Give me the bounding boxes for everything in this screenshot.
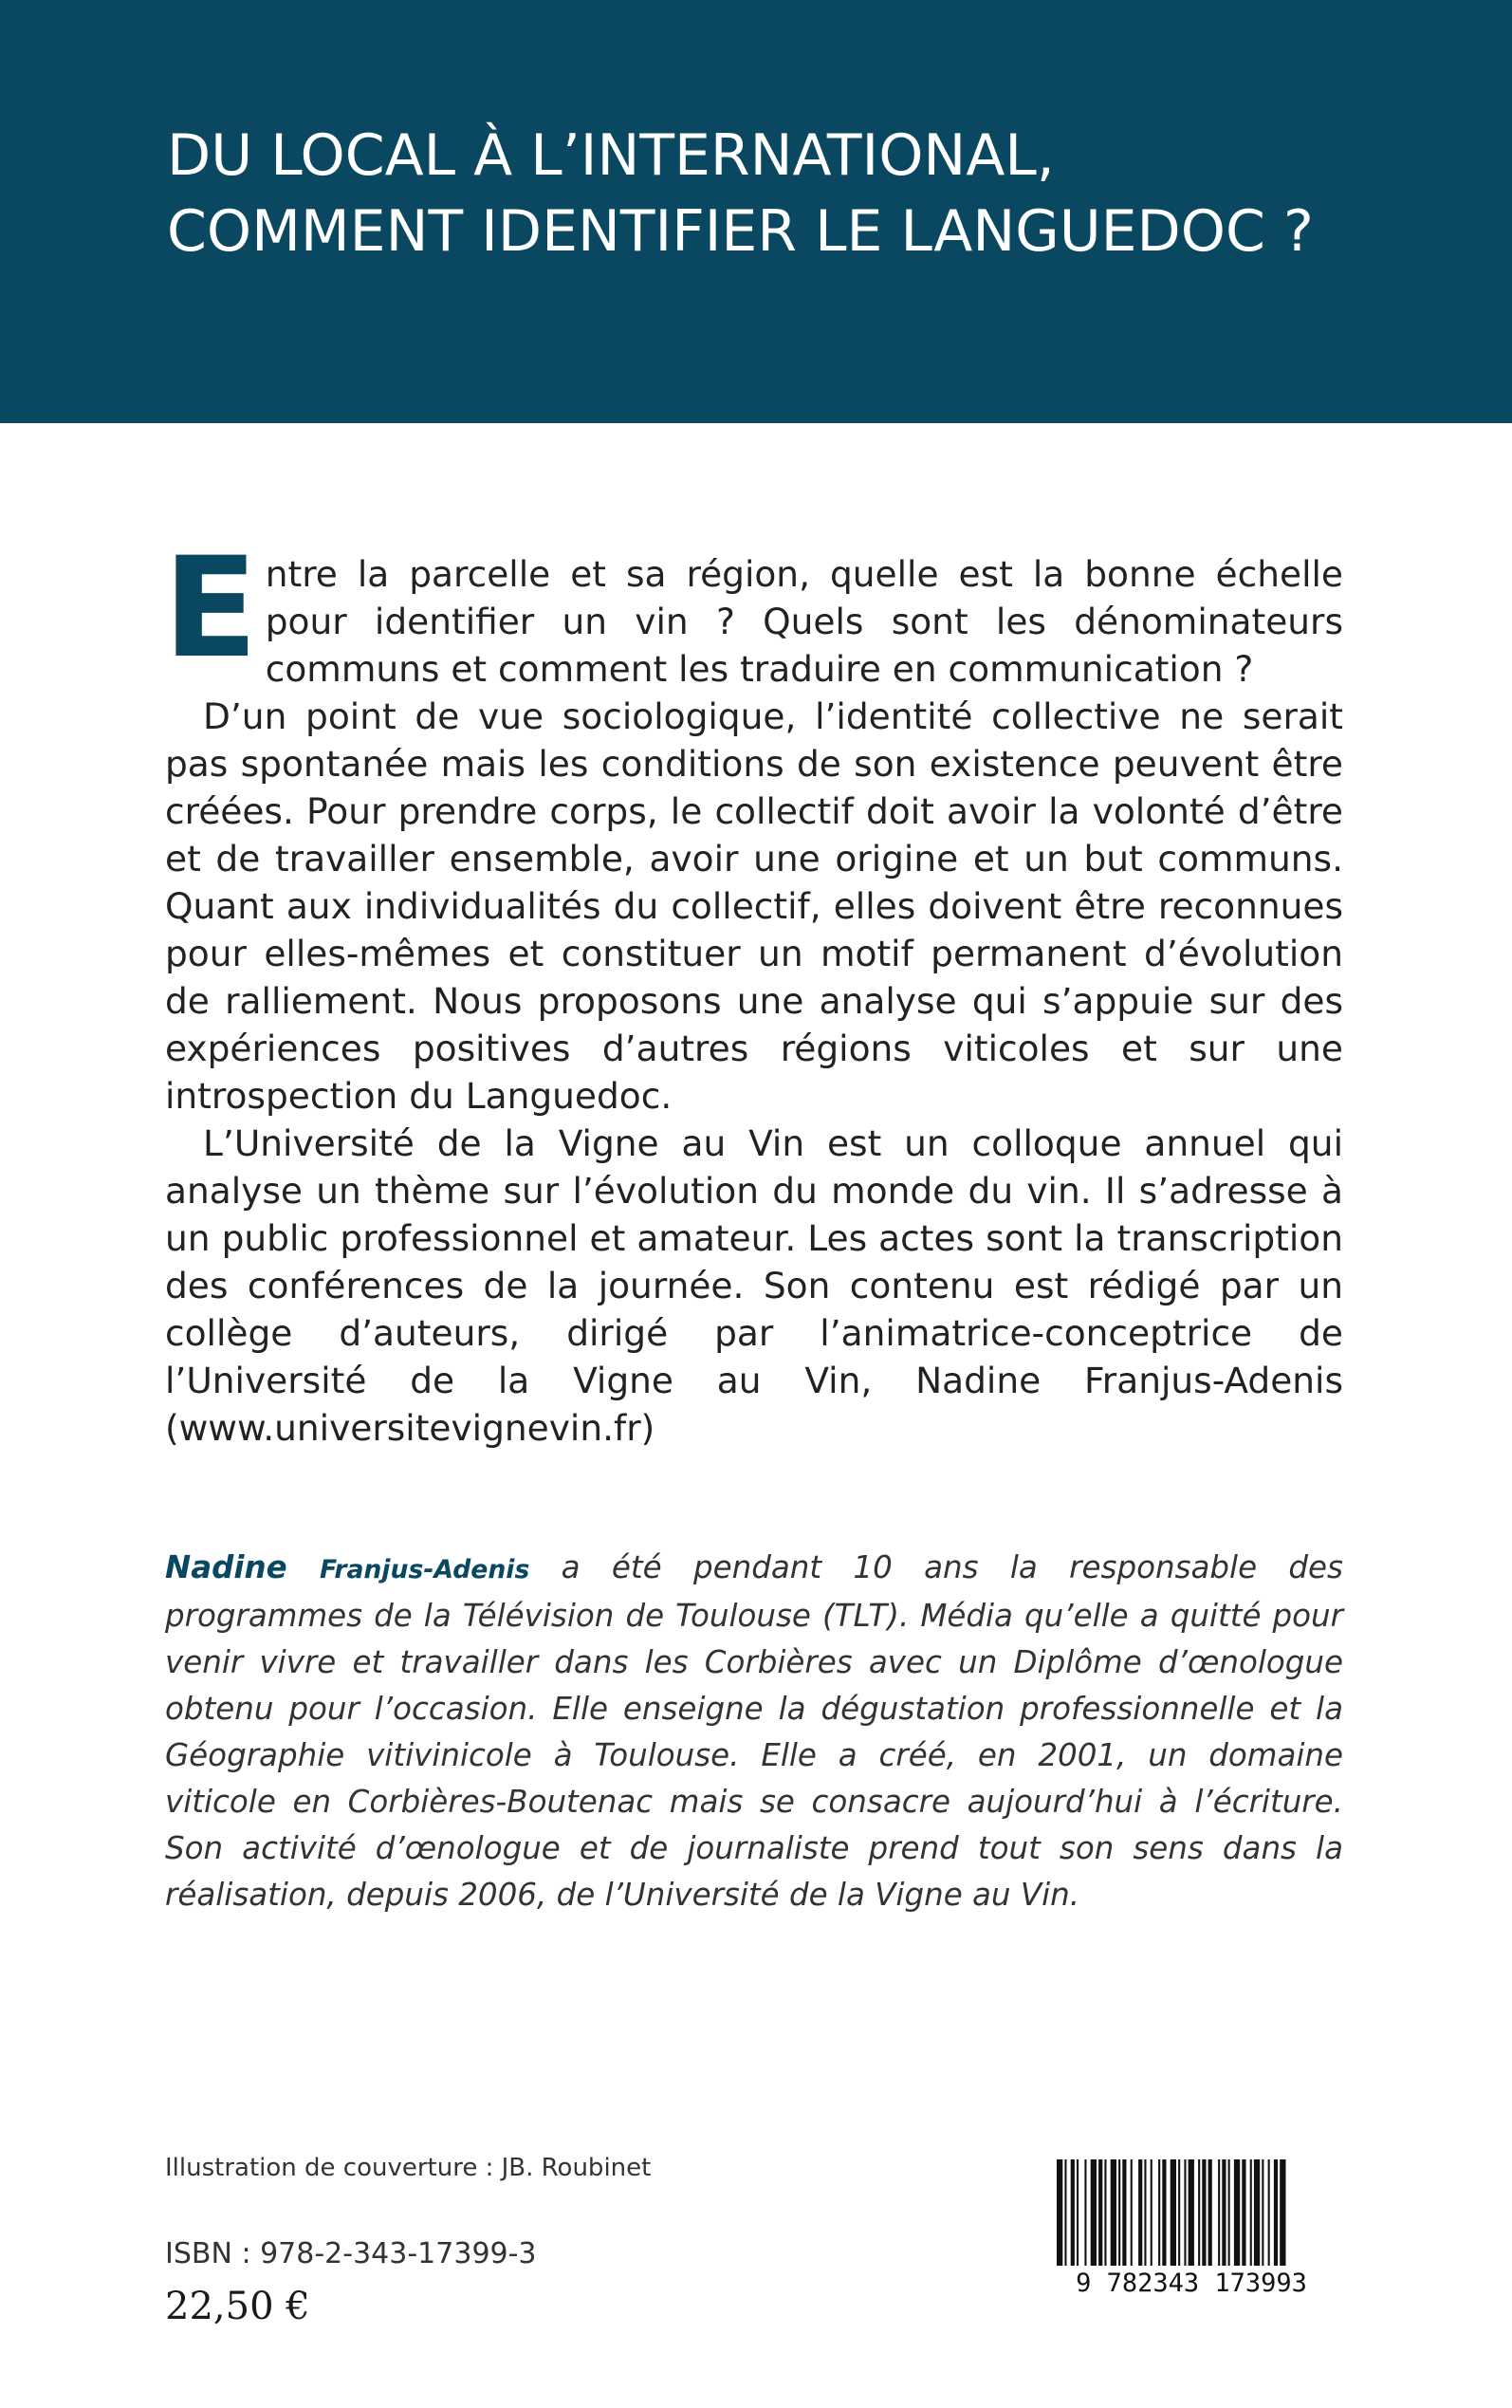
barcode-bar — [1071, 2159, 1075, 2266]
barcode-bar — [1131, 2159, 1133, 2266]
author-bio — [165, 1545, 1343, 1918]
barcode-bar — [1162, 2159, 1166, 2266]
barcode-bar — [1274, 2159, 1278, 2266]
barcode — [1049, 2156, 1334, 2298]
author-last-name: Franjus-Adenis — [320, 1555, 530, 1584]
synopsis — [163, 528, 1343, 1452]
barcode-bar — [1091, 2159, 1097, 2266]
barcode-bar — [1208, 2159, 1212, 2266]
barcode-bar — [1122, 2159, 1126, 2266]
barcode-bar — [1098, 2159, 1102, 2266]
barcode-bar — [1268, 2159, 1270, 2266]
synopsis-paragraph-3: L’Université de la Vigne au Vin est un colloque annuel qui analyse un thème sur l’évolution du monde du vin. Il s’adresse à un public professionnel et amateur. Les actes sont la transcription des conférences de la journée. Son contenu est rédigé par un collège d’auteurs, dirigé par l’animatrice-conceptrice de l’Université de la Vigne au Vin, Nadine Franjus-Adenis (www.universitevignevin.fr) — [165, 1122, 1343, 1449]
barcode-graphic — [1049, 2156, 1334, 2298]
barcode-bar — [1064, 2159, 1066, 2266]
title-line-2: COMMENT IDENTIFIER LE LANGUEDOC ? — [167, 198, 1314, 265]
header-band — [0, 0, 1512, 423]
barcode-bar — [1084, 2159, 1086, 2266]
barcode-bar — [1254, 2159, 1260, 2266]
barcode-bar — [1189, 2159, 1194, 2266]
title-line-1: DU LOCAL À L’INTERNATIONAL, — [167, 122, 1055, 189]
barcode-bar — [1111, 2159, 1116, 2266]
barcode-bar — [1184, 2159, 1186, 2266]
isbn: ISBN : 978-2-343-17399-3 — [165, 2237, 537, 2270]
barcode-bar — [1178, 2159, 1180, 2266]
barcode-bar — [1222, 2159, 1226, 2266]
cover-credit: Illustration de couverture : JB. Roubinet — [165, 2154, 652, 2182]
barcode-bar — [1202, 2159, 1206, 2266]
barcode-bar — [1280, 2159, 1285, 2266]
barcode-bar — [1250, 2159, 1252, 2266]
barcode-bars — [1057, 2159, 1286, 2266]
synopsis-paragraph-1 — [163, 528, 1343, 693]
barcode-bar — [1158, 2159, 1160, 2266]
drop-cap: E — [163, 528, 258, 689]
book-title — [167, 118, 1400, 269]
barcode-bar — [1228, 2159, 1230, 2266]
author-name — [165, 1549, 529, 1585]
author-first-name: Nadine — [165, 1549, 287, 1585]
barcode-bar — [1171, 2159, 1176, 2266]
barcode-bar — [1077, 2159, 1079, 2266]
barcode-bar — [1138, 2159, 1142, 2266]
barcode-bar — [1144, 2159, 1146, 2266]
barcode-bar — [1151, 2159, 1152, 2266]
barcode-bar — [1198, 2159, 1200, 2266]
barcode-bar — [1218, 2159, 1220, 2266]
synopsis-p1-text: ntre la parcelle et sa région, quelle est la bonne échelle pour identifier un vin ? Quels sont les dénominateurs communs et comment les traduire en communication ? — [265, 553, 1343, 690]
barcode-bar — [1057, 2159, 1062, 2266]
price: 22,50 € — [165, 2285, 310, 2328]
barcode-bar — [1234, 2159, 1240, 2266]
barcode-bar — [1262, 2159, 1263, 2266]
synopsis-paragraph-2: D’un point de vue sociologique, l’identité collective ne serait pas spontanée mais les conditions de son existence peuvent être créées. Pour prendre corps, le collectif doit avoir la volonté d’être et de travailler ensemble, avoir une origine et un but communs. Quant aux individualités du collectif, elles doivent être reconnues pour elles-mêmes et constituer un motif permanent d’évolution de ralliement. Nous proposons une analyse qui s’appuie sur des expériences positives d’autres régions viticoles et sur une introspection du Languedoc. — [165, 695, 1343, 1117]
barcode-bar — [1104, 2159, 1106, 2266]
barcode-bar — [1118, 2159, 1120, 2266]
barcode-digits: 9 782343 173993 — [1076, 2269, 1307, 2298]
author-bio-text: a été pendant 10 ans la responsable des programmes de la Télévision de Toulouse (TLT). Média qu’elle a quitté pour venir vivre et travailler dans les Corbières avec un Diplôme d’œnologue obtenu pour l’occasion. Elle enseigne la dégustation professionnelle et la Géographie vitivinicole à Toulouse. Elle a créé, en 2001, un domaine viticole en Corbières-Boutenac mais se consacre aujourd’hui à l’écriture. Son activité d’œnologue et de journaliste prend tout son sens dans la réalisation, depuis 2006, de l’Université de la Vigne au Vin. — [165, 1549, 1343, 1913]
barcode-bar — [1242, 2159, 1245, 2266]
